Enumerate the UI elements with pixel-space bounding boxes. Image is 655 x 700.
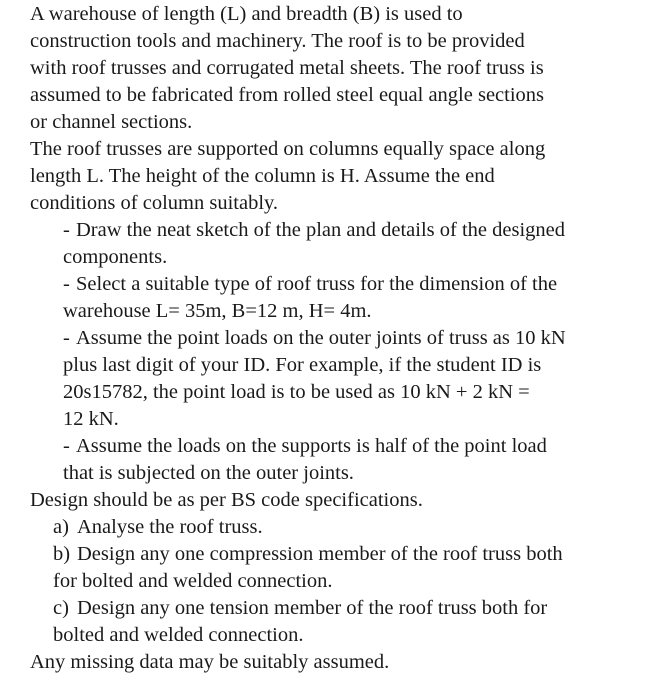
bullet-dash: -: [63, 327, 70, 349]
task-b: [53, 541, 655, 595]
bullet-text: that is subjected on the outer joints.: [63, 462, 354, 484]
requirement-support-loads: [53, 433, 655, 487]
requirement-truss-type: [53, 271, 655, 325]
task-marker: b): [53, 543, 71, 565]
task-text: bolted and welded connection.: [53, 624, 304, 646]
bullet-text: components.: [63, 246, 168, 268]
bullet-text: Assume the point loads on the outer joints of truss as 10 kN: [76, 327, 566, 349]
bullet-text: warehouse L= 35m, B=12 m, H= 4m.: [63, 300, 372, 322]
design-tasks-list: [30, 514, 655, 649]
bullet-dash: -: [63, 219, 70, 241]
task-c: [53, 595, 655, 649]
intro-line: construction tools and machinery. The roof is to be provided: [30, 30, 525, 52]
task-text: Analyse the roof truss.: [77, 516, 263, 538]
intro-line: or channel sections.: [30, 111, 193, 133]
requirement-point-loads: [53, 325, 655, 433]
bullet-text: Select a suitable type of roof truss for the dimension of the: [76, 273, 558, 295]
bullet-dash: -: [63, 273, 70, 295]
bullet-dash: -: [63, 435, 70, 457]
closing-line: Any missing data may be suitably assumed.: [30, 651, 390, 673]
intro-line: with roof trusses and corrugated metal sheets. The roof truss is: [30, 57, 544, 79]
task-marker: c): [53, 597, 69, 619]
intro-line: length L. The height of the column is H. Assume the end: [30, 165, 495, 187]
intro-line: assumed to be fabricated from rolled steel equal angle sections: [30, 84, 545, 106]
task-text: Design any one tension member of the roof truss both for: [77, 597, 548, 619]
requirement-sketch: [53, 217, 655, 271]
task-text: Design any one compression member of the roof truss both: [77, 543, 563, 565]
task-text: for bolted and welded connection.: [53, 570, 333, 592]
bullet-text: plus last digit of your ID. For example, if the student ID is: [63, 354, 542, 376]
requirements-list: [30, 217, 655, 487]
intro-line: conditions of column suitably.: [30, 192, 279, 214]
intro-line: The roof trusses are supported on columns equally space along: [30, 138, 546, 160]
design-standard-line: Design should be as per BS code specifications.: [30, 489, 423, 511]
bullet-text: 20s15782, the point load is to be used as 10 kN + 2 kN =: [63, 381, 530, 403]
bullet-text: 12 kN.: [63, 408, 119, 430]
intro-line: A warehouse of length (L) and breadth (B) is used to: [30, 3, 463, 25]
bullet-text: Assume the loads on the supports is half of the point load: [76, 435, 547, 457]
bullet-text: Draw the neat sketch of the plan and details of the designed: [76, 219, 565, 241]
task-marker: a): [53, 516, 69, 538]
intro-paragraph: [30, 1, 655, 217]
task-a: [53, 514, 655, 541]
